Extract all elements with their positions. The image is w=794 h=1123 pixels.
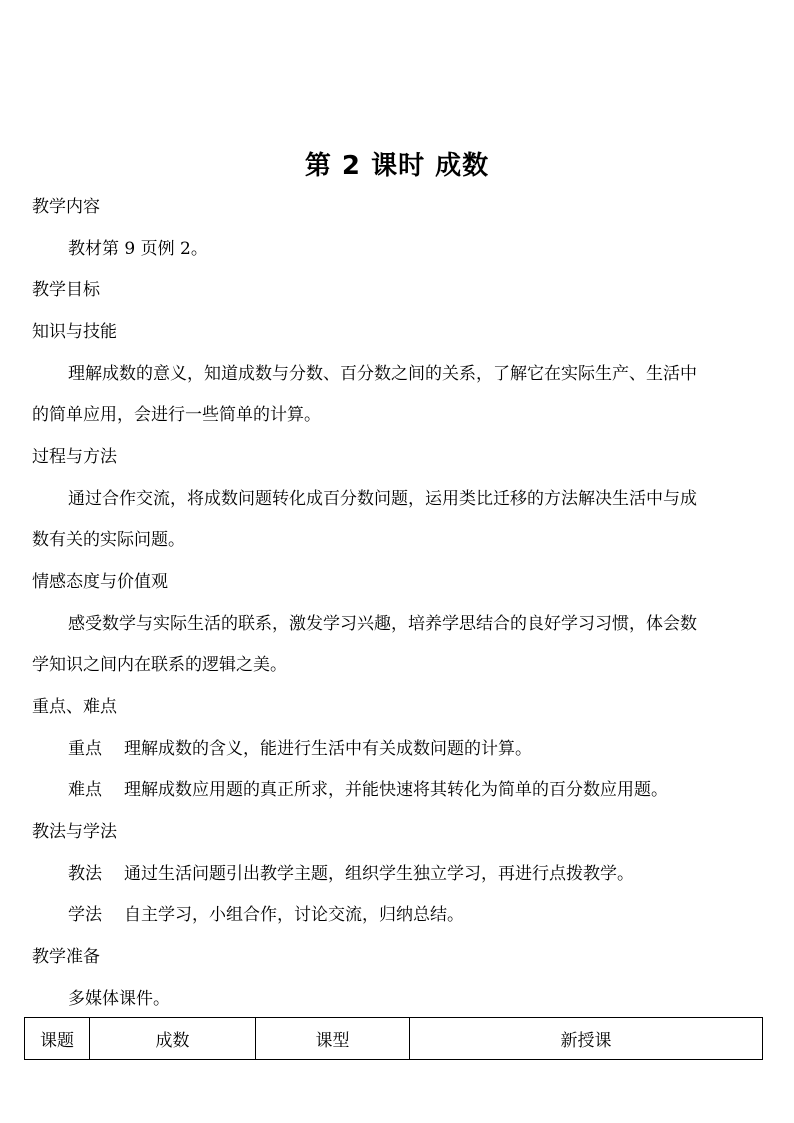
difficult-point-label: 难点 — [68, 780, 102, 800]
teaching-method-text: 通过生活问题引出教学主题，组织学生独立学习，再进行点拨教学。 — [124, 864, 634, 884]
lesson-info-table — [24, 1017, 763, 1060]
heading-teaching-methods: 教法与学法 — [32, 822, 117, 842]
learning-method-text: 自主学习，小组合作，讨论交流，归纳总结。 — [124, 905, 464, 925]
type-label-cell: 课型 — [256, 1018, 410, 1060]
teaching-method-row — [68, 862, 634, 886]
heading-teaching-goals: 教学目标 — [32, 280, 100, 300]
teaching-method-label: 教法 — [68, 864, 102, 884]
heading-process-methods: 过程与方法 — [32, 447, 117, 467]
knowledge-text-line-2: 的简单应用，会进行一些简单的计算。 — [32, 405, 321, 425]
heading-knowledge-skills: 知识与技能 — [32, 322, 117, 342]
heading-teaching-content: 教学内容 — [32, 197, 100, 217]
difficult-point-text: 理解成数应用题的真正所求，并能快速将其转化为简单的百分数应用题。 — [124, 780, 668, 800]
topic-value-cell: 成数 — [90, 1018, 256, 1060]
heading-emotion-values: 情感态度与价值观 — [32, 572, 168, 592]
difficult-point-row — [68, 778, 668, 802]
emotion-text-line-2: 学知识之间内在联系的逻辑之美。 — [32, 655, 287, 675]
learning-method-label: 学法 — [68, 905, 102, 925]
teaching-prep-text: 多媒体课件。 — [68, 989, 170, 1009]
emotion-text-line-1: 感受数学与实际生活的联系，激发学习兴趣，培养学思结合的良好学习习惯，体会数 — [68, 614, 697, 634]
knowledge-text-line-1: 理解成数的意义，知道成数与分数、百分数之间的关系，了解它在实际生产、生活中 — [68, 364, 697, 384]
type-value-cell: 新授课 — [410, 1018, 763, 1060]
key-point-row — [68, 737, 532, 761]
process-text-line-1: 通过合作交流，将成数问题转化成百分数问题，运用类比迁移的方法解决生活中与成 — [68, 489, 697, 509]
process-text-line-2: 数有关的实际问题。 — [32, 530, 185, 550]
learning-method-row — [68, 903, 464, 927]
page-title: 第 2 课时 成数 — [304, 151, 490, 181]
key-point-text: 理解成数的含义，能进行生活中有关成数问题的计算。 — [124, 739, 532, 759]
key-point-label: 重点 — [68, 739, 102, 759]
heading-key-difficult: 重点、难点 — [32, 697, 117, 717]
table-row — [25, 1018, 763, 1060]
teaching-content-text: 教材第 9 页例 2。 — [68, 239, 208, 259]
topic-label-cell: 课题 — [25, 1018, 90, 1060]
heading-teaching-prep: 教学准备 — [32, 947, 100, 967]
